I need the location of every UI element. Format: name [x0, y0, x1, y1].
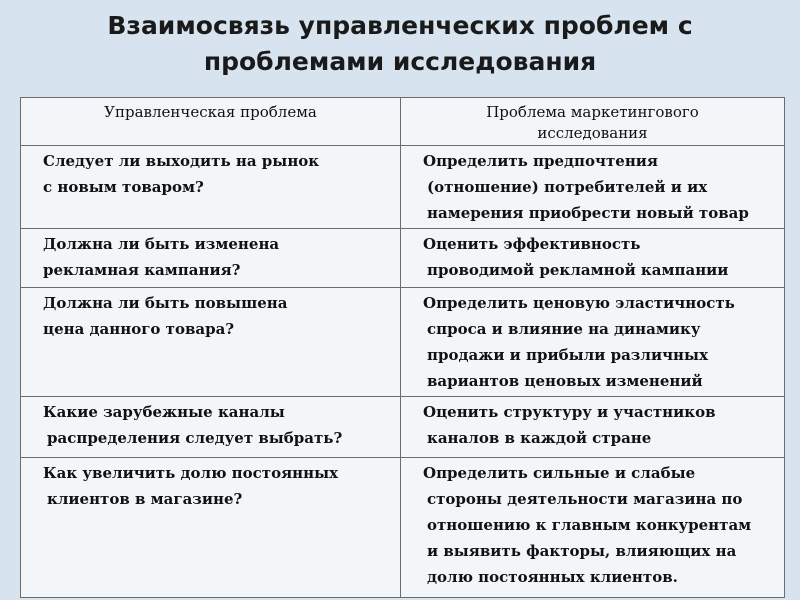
header-management-label: Управленческая проблема: [104, 103, 317, 121]
table-row: [21, 146, 785, 229]
cell-text-line: цена данного товара?: [43, 320, 235, 338]
cell-text-line: долю постоянных клиентов.: [427, 568, 678, 586]
cell-text-line: проводимой рекламной кампании: [427, 261, 729, 279]
cell-text-line: спроса и влияние на динамику: [427, 320, 701, 338]
problems-table: [20, 97, 785, 598]
cell-text-line: Определить предпочтения: [423, 152, 659, 170]
management-problem-cell: [21, 146, 401, 229]
cell-text-line: Следует ли выходить на рынок: [43, 152, 320, 170]
research-problem-cell: [401, 397, 785, 458]
header-research-problem: [401, 98, 785, 146]
cell-text-line: Определить сильные и слабые: [423, 464, 696, 482]
cell-text-line: клиентов в магазине?: [47, 490, 243, 508]
cell-text-line: каналов в каждой стране: [427, 429, 652, 447]
table-row: [21, 288, 785, 397]
cell-text-line: Определить ценовую эластичность: [423, 294, 735, 312]
cell-text-line: рекламная кампания?: [43, 261, 241, 279]
cell-text-line: вариантов ценовых изменений: [427, 372, 703, 390]
cell-text-line: стороны деятельности магазина по: [427, 490, 743, 508]
cell-text-line: Какие зарубежные каналы: [43, 403, 285, 421]
cell-text-line: с новым товаром?: [43, 178, 204, 196]
research-problem-cell: [401, 146, 785, 229]
cell-text-line: отношению к главным конкурентам: [427, 516, 752, 534]
cell-text-line: Должна ли быть повышена: [43, 294, 288, 312]
cell-text-line: (отношение) потребителей и их: [427, 178, 708, 196]
management-problem-cell: [21, 397, 401, 458]
cell-text-line: Должна ли быть изменена: [43, 235, 280, 253]
header-research-label-line-2: исследования: [537, 124, 648, 142]
header-management-problem: [21, 98, 401, 146]
slide-title-line-2: проблемами исследования: [203, 47, 597, 76]
table-row: [21, 458, 785, 598]
cell-text-line: намерения приобрести новый товар: [427, 204, 749, 222]
management-problem-cell: [21, 229, 401, 288]
research-problem-cell: [401, 288, 785, 397]
slide-title-line-1: Взаимосвязь управленческих проблем с: [107, 11, 693, 40]
cell-text-line: Как увеличить долю постоянных: [43, 464, 339, 482]
header-research-label-line-1: Проблема маркетингового: [486, 103, 699, 121]
table-row: [21, 229, 785, 288]
management-problem-cell: [21, 288, 401, 397]
cell-text-line: распределения следует выбрать?: [47, 429, 343, 447]
research-problem-cell: [401, 458, 785, 598]
cell-text-line: и выявить факторы, влияющих на: [427, 542, 737, 560]
management-problem-cell: [21, 458, 401, 598]
table-row: [21, 397, 785, 458]
cell-text-line: Оценить эффективность: [423, 235, 641, 253]
slide-title: [0, 8, 800, 80]
cell-text-line: продажи и прибыли различных: [427, 346, 709, 364]
table-header-row: [21, 98, 785, 146]
research-problem-cell: [401, 229, 785, 288]
cell-text-line: Оценить структуру и участников: [423, 403, 716, 421]
